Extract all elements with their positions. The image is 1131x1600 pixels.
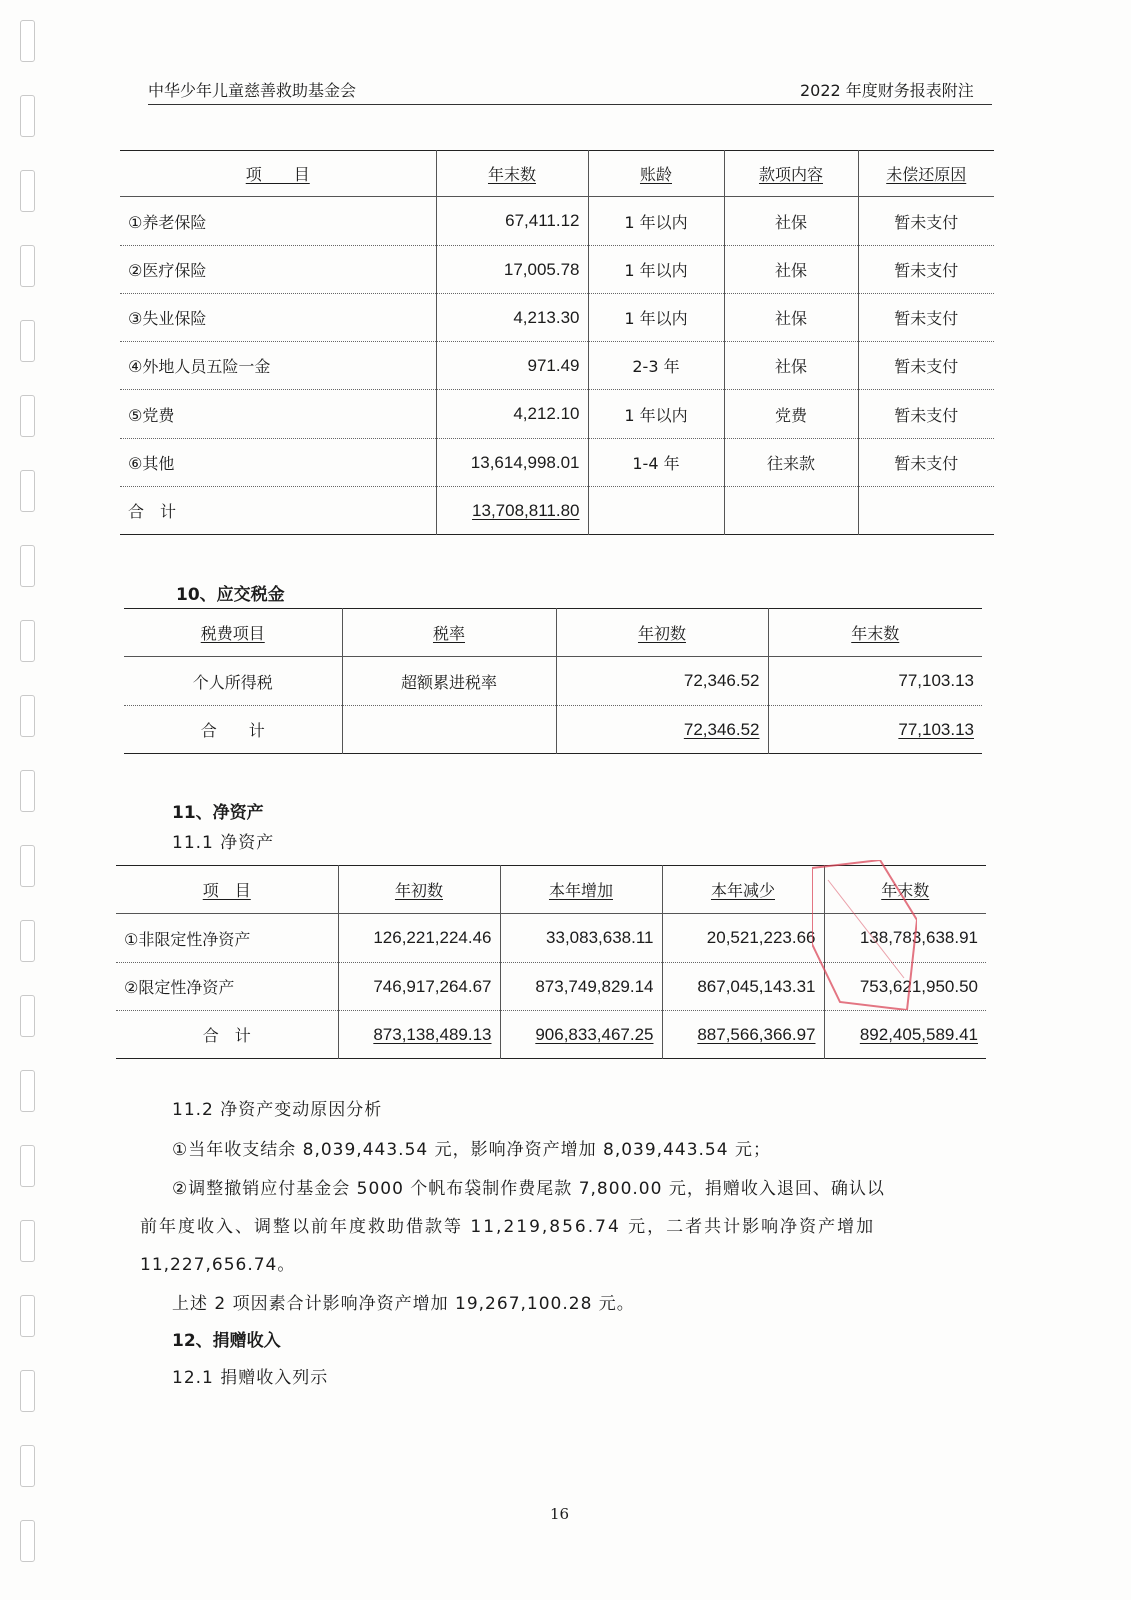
- col-header: 税费项目: [200, 624, 265, 643]
- col-header: 项 目: [245, 165, 310, 184]
- binding-holes: [14, 0, 44, 1600]
- table-row: ②医疗保险 17,005.78 1 年以内 社保 暂未支付: [120, 246, 994, 294]
- table-row: ⑤党费 4,212.10 1 年以内 党费 暂未支付: [120, 390, 994, 439]
- section-12-1-title: 12.1 捐赠收入列示: [172, 1368, 329, 1388]
- header-rule: [148, 104, 992, 105]
- tax-table: [124, 608, 982, 754]
- analysis-summary: 上述 2 项因素合计影响净资产增加 19,267,100.28 元。: [172, 1294, 635, 1314]
- table-row: ①非限定性净资产 126,221,224.46 33,083,638.11 20,521,223.66 138,783,638.91: [116, 914, 986, 963]
- analysis-point-1: ①当年收支结余 8,039,443.54 元，影响净资产增加 8,039,443.54 元；: [172, 1140, 771, 1160]
- section-10-title: 10、应交税金: [176, 585, 285, 605]
- col-header: 账龄: [588, 151, 724, 197]
- table-total-row: 合 计 72,346.52 77,103.13: [124, 706, 982, 754]
- col-header: 未偿还原因: [858, 151, 994, 197]
- table-total-row: 合 计 873,138,489.13 906,833,467.25 887,566,366.97 892,405,589.41: [116, 1011, 986, 1059]
- analysis-point-2-line-1: ②调整撤销应付基金会 5000 个帆布袋制作费尾款 7,800.00 元，捐赠收入退回、确认以: [172, 1179, 885, 1199]
- section-11-1-title: 11.1 净资产: [172, 833, 275, 853]
- col-header: 款项内容: [724, 151, 858, 197]
- payables-table: [120, 150, 994, 535]
- analysis-point-2-line-3: 11,227,656.74。: [140, 1255, 296, 1275]
- col-header: 年末数: [824, 866, 986, 914]
- seal-stamp: [812, 860, 917, 1010]
- col-header: 年初数: [556, 609, 768, 657]
- header-report: 2022 年度财务报表附注: [800, 81, 974, 100]
- col-header: 项 目: [202, 881, 251, 900]
- col-header: 年末数: [436, 151, 588, 197]
- table-row: ③失业保险 4,213.30 1 年以内 社保 暂未支付: [120, 294, 994, 342]
- table-row: ②限定性净资产 746,917,264.67 873,749,829.14 867,045,143.31 753,621,950.50: [116, 963, 986, 1011]
- section-12-title: 12、捐赠收入: [172, 1331, 281, 1351]
- table-row: ④外地人员五险一金 971.49 2-3 年 社保 暂未支付: [120, 342, 994, 390]
- col-header: 年初数: [338, 866, 500, 914]
- header-org: 中华少年儿童慈善救助基金会: [148, 81, 357, 100]
- table-row: ①养老保险 67,411.12 1 年以内 社保 暂未支付: [120, 197, 994, 246]
- page-number: 16: [550, 1505, 570, 1523]
- analysis-point-2-line-2: 前年度收入、调整以前年度救助借款等 11,219,856.74 元，二者共计影响净资产增加: [140, 1217, 876, 1237]
- section-11-title: 11、净资产: [172, 803, 264, 823]
- col-header: 本年减少: [662, 866, 824, 914]
- col-header: 税率: [342, 609, 556, 657]
- table-row: 个人所得税 超额累进税率 72,346.52 77,103.13: [124, 657, 982, 706]
- section-11-2-title: 11.2 净资产变动原因分析: [172, 1100, 383, 1120]
- table-row: ⑥其他 13,614,998.01 1-4 年 往来款 暂未支付: [120, 439, 994, 487]
- col-header: 本年增加: [500, 866, 662, 914]
- table-total-row: 合 计 13,708,811.80: [120, 487, 994, 535]
- col-header: 年末数: [768, 609, 982, 657]
